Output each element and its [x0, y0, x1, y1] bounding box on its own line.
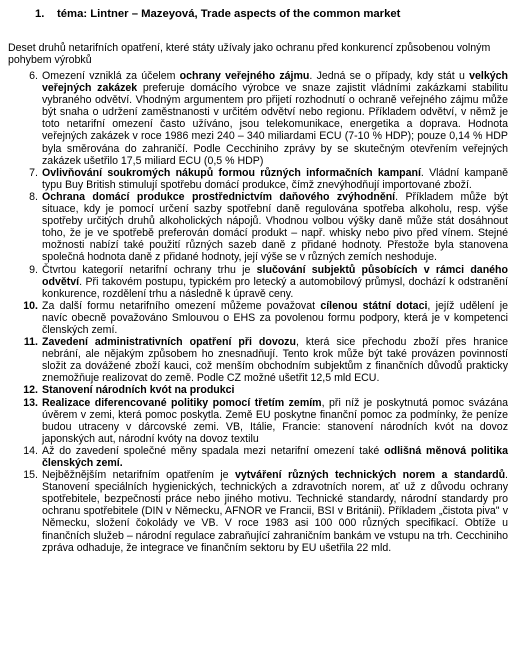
item-number: 6.	[29, 70, 38, 82]
list-item-10	[8, 300, 508, 336]
list-item-9	[8, 264, 508, 300]
list-item-13	[8, 397, 508, 445]
item-text: Za další formu netarifního omezení můžeme považovat cílenou státní dotaci, jejíž udělení je navíc obecně považováno Smlouvou o EHS za povolenou formu podpory, která je v kompetenci členských zemí.	[42, 299, 508, 336]
measures-list	[8, 70, 508, 554]
item-number: 11.	[23, 336, 38, 349]
item-number: 12.	[23, 384, 38, 397]
item-number: 10.	[23, 299, 38, 312]
item-text: Zavedení administrativních opatření při dovozu, která sice přechodu zboží přes hranice nebrání, ale nějakým způsobem ho znesnadňují. Tento krok může být také provázen povinností složit za dovážené zboží kauci, což menším obchodním subjektům z finančních důvodů prakticky znemožňuje realizovat do země. Podle CZ možné ušetřit 12,5 mld ECU.	[42, 336, 509, 385]
list-item-12	[8, 384, 508, 396]
item-text: Stanovení národních kvót na produkci	[42, 384, 235, 397]
item-number: 8.	[29, 190, 38, 203]
item-number: 7.	[29, 166, 38, 179]
item-number: 9.	[29, 263, 38, 276]
item-number: 14.	[23, 444, 38, 457]
item-text: Ovlivňování soukromých nákupů formou různých informačních kampaní. Vládní kampaně typu Buy British stimulují spotřebu domácí produkce, čímž znevýhodňují importované zboží.	[42, 166, 508, 191]
item-number: 13.	[23, 396, 38, 409]
item-number: 15.	[23, 469, 38, 482]
list-item-8	[8, 191, 508, 264]
item-text: Ochrana domácí produkce prostřednictvím daňového zvýhodnění. Příkladem může být situace, kdy je pomocí určení sazby spotřební daně regulována spotřeba alkoholu, resp. výše spotřeby určitých druhů alkoholických nápojů. Vhodnou volbou výšky daně může stát dosáhnout toho, že je ve spotřebě preferován domácí produkt – např. whisky nebo pivo před vínem. Stejné možnosti nabízí také použití různých sazeb daně z přidané hodnoty. Přestože byla stanovena společná hodnota daně z přidané hodnoty, její výše se v různých zemích neshoduje.	[42, 190, 508, 264]
title-number: 1.	[35, 8, 45, 20]
list-item-6	[8, 70, 508, 167]
item-text: Nejběžnějším netarifním opatřením je vytváření různých technických norem a standardů. Stanovení speciálních hygienických, technických a zdravotních norem, ať už z důvodu ochrany spotřebitele, bezpečnosti práce nebo jiného motivu. Technické standardy, národní standardy pro ochranu spotřebitele (DIN v Německu, AFNOR ve Francii, BSI v Británii). Příkladem „čistota piva" v Německu, složení čokolády ve VB. V roce 1983 asi 100 000 různých specifikací. Obtíže u finančních služeb – národní regulace zabraňující zahraničním bankám ve vstupu na trh. Cecchiniho zpráva odhaduje, že integrace ve finančním sektoru by EU ušetřila 22 mld.	[42, 469, 508, 554]
page-title	[35, 8, 400, 20]
list-item-7	[8, 167, 508, 191]
item-text: Čtvrtou kategorií netarifní ochrany trhu je slučování subjektů působících v rámci daného odvětví. Při takovém postupu, typickém pro letecký a automobilový průmysl, dochází k odstranění konkurence, rozdělení trhu a následně k úpravě ceny.	[42, 263, 509, 300]
title-text: téma: Lintner – Mazeyová, Trade aspects of the common market	[57, 8, 401, 20]
item-text: Omezení vzniklá za účelem ochrany veřejného zájmu. Jedná se o případy, kdy stát u velkých veřejných zakázek preferuje domácího výrobce ve snaze zajistit vládními zakázkami stabilitu vybraného odvětví. Vhodným argumentem pro přijetí rozhodnutí o ochraně veřejného zájmu může být snaha o udržení zaměstnanosti v určitém odvětví nebo regionu. Příkladem odvětví, v němž je toto netarifní omezení často užíváno, jsou telekomunikace, energetika a doprava. Hodnota veřejných zakázek v roce 1986 mezi 240 – 340 miliardami ECU (7-10 % HDP); pouze 0,14 % HDP byla směrována do zahraničí. Podle Cecchiniho zprávy by se skutečným otevřením veřejných zakázek ušetřilo 17,5 miliard ECU (0,5 % HDP)	[42, 70, 509, 167]
item-text: Až do zavedení společné měny spadala mezi netarifní omezení také odlišná měnová politika členských zemí.	[42, 444, 508, 469]
intro-paragraph: Deset druhů netarifních opatření, které státy užívaly jako ochranu před konkurencí způsobenou volným pohybem výrobků	[8, 42, 491, 67]
list-item-11	[8, 336, 508, 384]
item-text: Realizace diferencované politiky pomocí třetím zemím, při níž je poskytnutá pomoc svázána úvěrem v zemi, která pomoc poskytla. Země EU poskytne finanční pomoc za podmínky, že peníze budou utraceny v dárcovské zemi. VB, Itálie, Francie: stanovení národních kvót na dovoz japonských aut, národní kvóty na dovoz textilu	[42, 396, 508, 445]
list-item-14	[8, 445, 508, 469]
list-item-15	[8, 469, 508, 554]
